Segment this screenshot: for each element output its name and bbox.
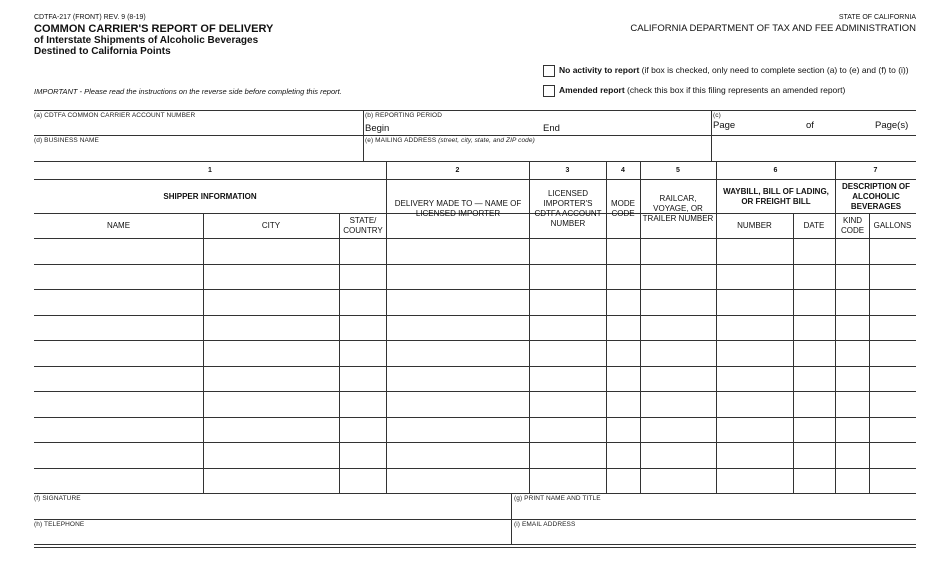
- state-name: STATE OF CALIFORNIA: [838, 14, 916, 21]
- form-title: COMMON CARRIER'S REPORT OF DELIVERY: [34, 23, 274, 35]
- email-field[interactable]: [514, 529, 914, 543]
- print-name-field[interactable]: [514, 503, 914, 518]
- table-row[interactable]: [34, 265, 916, 289]
- col-number-2: 2: [455, 167, 460, 174]
- page-section-label: (c): [713, 112, 721, 119]
- important-notice: IMPORTANT - Please read the instructions on the reverse side before completing this report.: [34, 87, 342, 96]
- name-header: NAME: [106, 221, 131, 230]
- page-total-label: Page(s): [875, 120, 909, 131]
- signature-label: (f) SIGNATURE: [34, 495, 81, 502]
- print-name-label: (g) PRINT NAME AND TITLE: [514, 495, 601, 502]
- col-number-4: 4: [621, 167, 625, 174]
- table-row[interactable]: [34, 469, 916, 493]
- email-label: (i) EMAIL ADDRESS: [514, 521, 576, 528]
- table-row[interactable]: [34, 367, 916, 391]
- page-of-label: of: [806, 120, 814, 131]
- mailing-address-field[interactable]: [365, 144, 710, 160]
- table-row[interactable]: [34, 443, 916, 468]
- col-number-1: 1: [208, 167, 212, 174]
- amended-report-checkbox[interactable]: [543, 85, 555, 97]
- mode-code-header: MODE CODE: [611, 199, 635, 218]
- page-label: Page: [713, 120, 736, 131]
- city-header: CITY: [261, 221, 281, 230]
- account-number-field[interactable]: [34, 119, 362, 134]
- delivery-made-to-header: DELIVERY MADE TO — NAME OF LICENSED IMPORTER: [394, 199, 522, 218]
- signature-field[interactable]: [34, 503, 510, 518]
- kind-code-header: KIND CODE: [840, 216, 865, 235]
- business-name-field[interactable]: [34, 144, 362, 160]
- table-row[interactable]: [34, 418, 916, 442]
- no-activity-checkbox[interactable]: [543, 65, 555, 77]
- table-row[interactable]: [34, 290, 916, 315]
- form-subtitle-line2: Destined to California Points: [34, 46, 171, 57]
- waybill-number-header: NUMBER: [737, 221, 772, 230]
- period-begin-label: Begin: [365, 123, 390, 134]
- telephone-label: (h) TELEPHONE: [34, 521, 85, 528]
- no-activity-label: No activity to report (if box is checked, only need to complete section (a) to (e) and (f) to (i)): [559, 65, 909, 75]
- table-row[interactable]: [34, 316, 916, 340]
- state-country-header: STATE/ COUNTRY: [343, 216, 383, 235]
- waybill-header: WAYBILL, BILL OF LADING, OR FREIGHT BILL: [723, 186, 829, 206]
- gallons-header: GALLONS: [873, 221, 912, 230]
- col-number-5: 5: [676, 167, 680, 174]
- col-number-7: 7: [873, 167, 878, 174]
- period-end-label: End: [543, 123, 560, 134]
- form-subtitle-line1: of Interstate Shipments of Alcoholic Beverages: [34, 35, 259, 46]
- telephone-field[interactable]: [34, 529, 510, 543]
- amended-report-label: Amended report (check this box if this filing represents an amended report): [559, 85, 846, 95]
- shipper-info-header: SHIPPER INFORMATION: [163, 191, 257, 201]
- account-number-label: (a) CDTFA COMMON CARRIER ACCOUNT NUMBER: [34, 112, 196, 119]
- railcar-header: RAILCAR, VOYAGE, OR TRAILER NUMBER: [642, 194, 714, 223]
- table-row[interactable]: [34, 239, 916, 264]
- table-row[interactable]: [34, 392, 916, 417]
- col-number-3: 3: [565, 167, 570, 174]
- description-header: DESCRIPTION OF ALCOHOLIC BEVERAGES: [841, 181, 910, 211]
- reporting-period-label: (b) REPORTING PERIOD: [365, 112, 443, 119]
- department-name: CALIFORNIA DEPARTMENT OF TAX AND FEE ADMINISTRATION: [630, 23, 916, 34]
- form-code: CDTFA-217 (FRONT) REV. 9 (8-19): [34, 14, 146, 21]
- table-row[interactable]: [34, 341, 916, 366]
- col-number-6: 6: [773, 167, 778, 174]
- mailing-address-label: (e) MAILING ADDRESS (street, city, state, and ZIP code): [365, 137, 535, 144]
- waybill-date-header: DATE: [803, 221, 825, 230]
- licensed-importer-header: LICENSED IMPORTER'S CDTFA ACCOUNT NUMBER: [534, 189, 602, 228]
- business-name-label: (d) BUSINESS NAME: [34, 137, 99, 144]
